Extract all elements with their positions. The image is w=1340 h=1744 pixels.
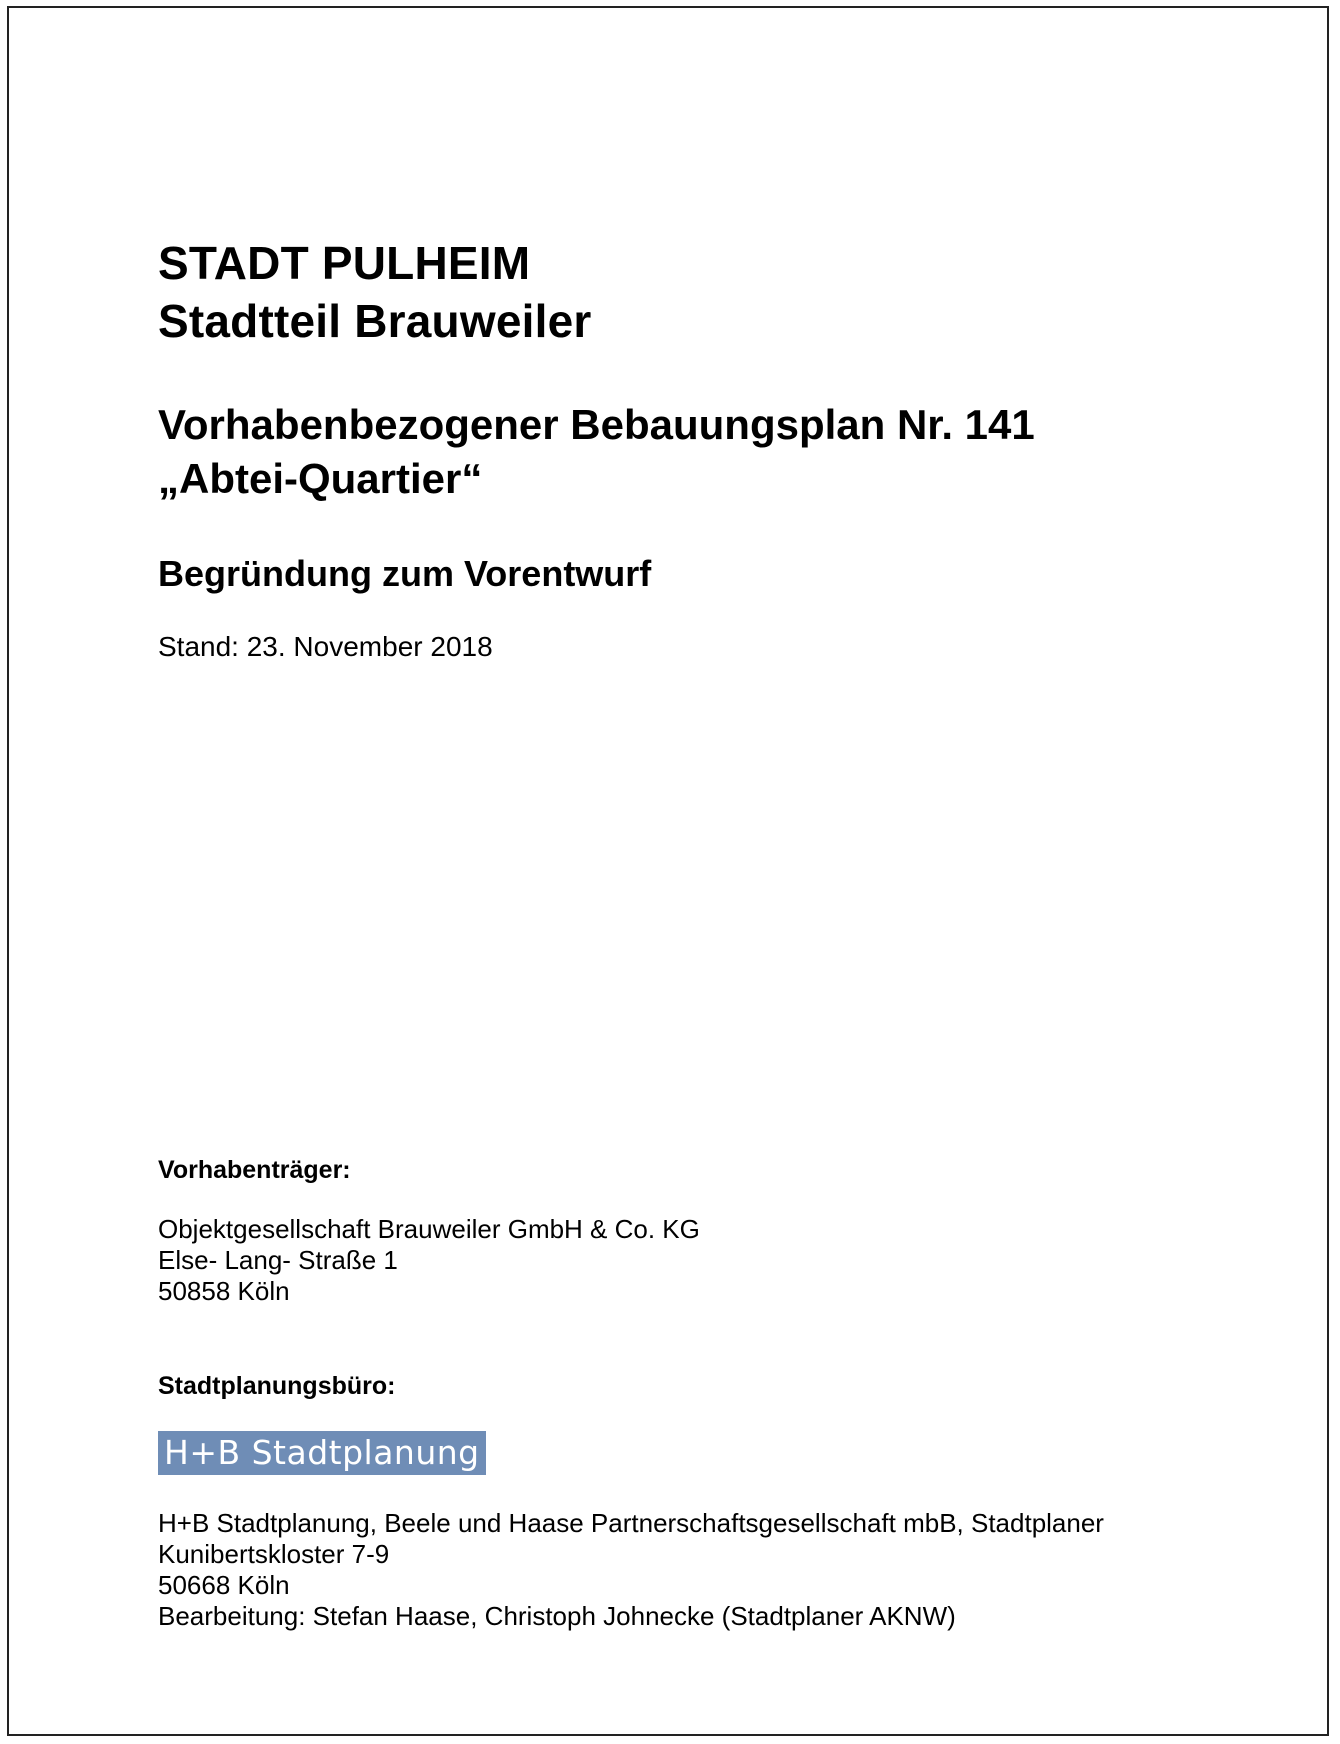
- developer-label: Vorhabenträger:: [158, 1156, 351, 1184]
- planner-line: H+B Stadtplanung, Beele und Haase Partnerschaftsgesellschaft mbB, Stadtplaner: [158, 1508, 1104, 1538]
- plan-name: „Abtei-Quartier“: [158, 455, 483, 502]
- document-date: Stand: 23. November 2018: [158, 631, 493, 662]
- developer-line: 50858 Köln: [158, 1276, 290, 1306]
- planner-logo: H+B Stadtplanung: [158, 1431, 486, 1475]
- planner-line: 50668 Köln: [158, 1570, 290, 1600]
- planner-label: Stadtplanungsbüro:: [158, 1372, 396, 1400]
- developer-line: Objektgesellschaft Brauweiler GmbH & Co. KG: [158, 1214, 700, 1244]
- planner-line: Bearbeitung: Stefan Haase, Christoph Johnecke (Stadtplaner AKNW): [158, 1601, 956, 1631]
- plan-title: Vorhabenbezogener Bebauungsplan Nr. 141: [158, 401, 1035, 448]
- developer-line: Else- Lang- Straße 1: [158, 1245, 398, 1275]
- city-title: STADT PULHEIM: [158, 237, 531, 289]
- district-title: Stadtteil Brauweiler: [158, 295, 592, 347]
- planner-line: Kunibertskloster 7-9: [158, 1539, 390, 1569]
- document-subtitle: Begründung zum Vorentwurf: [158, 553, 652, 594]
